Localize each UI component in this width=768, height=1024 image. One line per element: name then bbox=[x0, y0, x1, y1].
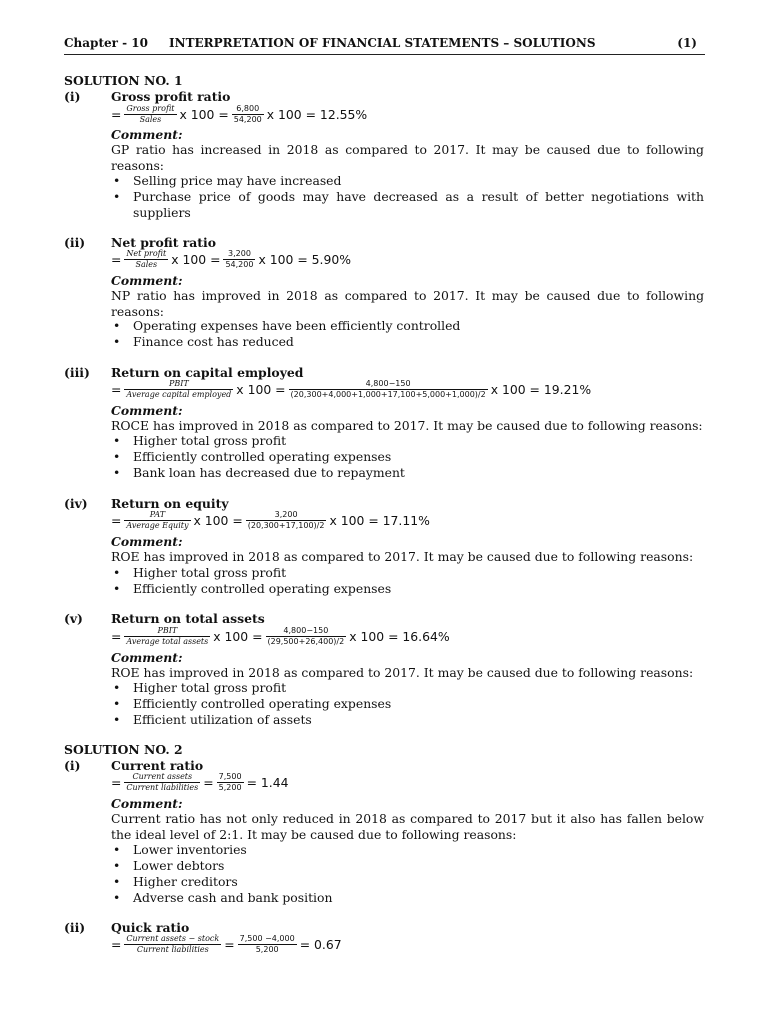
list-item: • Bank loan has decreased due to repayment bbox=[113, 465, 405, 480]
equals-sign: = bbox=[224, 937, 235, 952]
comment-text: GP ratio has increased in 2018 as compared to 2017. It may be caused due to following reasons: bbox=[111, 142, 704, 173]
current-ratio-title: Current ratio bbox=[111, 758, 204, 773]
formula-result: x 100 = 17.11% bbox=[329, 513, 430, 528]
denominator: 5,200 bbox=[218, 783, 242, 792]
formula-result: = 1.44 bbox=[246, 775, 289, 790]
denominator: Current liabilities bbox=[136, 945, 209, 954]
list-item: • Higher total gross profit bbox=[113, 680, 287, 695]
comment-label: Comment: bbox=[111, 403, 183, 418]
chapter-title: INTERPRETATION OF FINANCIAL STATEMENTS – SOLUTIONS bbox=[169, 36, 596, 50]
item-number: (iii) bbox=[64, 365, 90, 380]
item-number: (iv) bbox=[64, 496, 88, 511]
denominator: (20,300+17,100)/2 bbox=[247, 521, 325, 530]
equals-sign: = bbox=[203, 775, 214, 790]
numerator: PAT bbox=[149, 510, 166, 519]
list-item: • Operating expenses have been efficiently controlled bbox=[113, 318, 461, 333]
solution-2-heading: SOLUTION NO. 2 bbox=[64, 742, 183, 757]
formula-result: x 100 = 12.55% bbox=[266, 107, 368, 122]
quick-ratio-formula bbox=[111, 934, 342, 955]
denominator: Current liabilities bbox=[126, 783, 199, 792]
bullet-icon: • bbox=[113, 433, 121, 448]
numerator: Gross profit bbox=[126, 104, 175, 113]
bullet-icon: • bbox=[113, 449, 121, 464]
bullet-icon: • bbox=[113, 173, 121, 188]
list-item: • Efficiently controlled operating expenses bbox=[113, 696, 392, 711]
denominator: 5,200 bbox=[255, 945, 279, 954]
numerator: 4,800−150 bbox=[283, 626, 329, 635]
chapter-label: Chapter - 10 bbox=[64, 36, 148, 50]
page-number: (1) bbox=[677, 36, 697, 50]
gp-ratio-title: Gross profit ratio bbox=[111, 89, 231, 104]
item-number: (i) bbox=[64, 758, 81, 773]
list-item: • Lower inventories bbox=[113, 842, 247, 857]
formula-result: x 100 = 19.21% bbox=[490, 382, 592, 397]
item-number: (i) bbox=[64, 89, 81, 104]
bullet-icon: • bbox=[113, 890, 121, 905]
value-fraction bbox=[289, 379, 488, 400]
formula-fraction bbox=[124, 626, 210, 647]
formula-fraction bbox=[124, 772, 200, 793]
formula-fraction bbox=[124, 379, 233, 400]
bullet-icon: • bbox=[113, 189, 121, 204]
comment-text: ROE has improved in 2018 as compared to 2017. It may be caused due to following reasons: bbox=[111, 665, 694, 680]
denominator: 54,200 bbox=[225, 260, 254, 269]
numerator: 7,500 −4,000 bbox=[239, 934, 295, 943]
current-ratio-formula bbox=[111, 772, 288, 793]
bullet-icon: • bbox=[113, 565, 121, 580]
value-fraction bbox=[266, 626, 347, 647]
bullet-icon: • bbox=[113, 465, 121, 480]
bullet-icon: • bbox=[113, 334, 121, 349]
equals-sign: = bbox=[111, 107, 122, 122]
bullet-icon: • bbox=[113, 842, 121, 857]
denominator: 54,200 bbox=[233, 115, 262, 124]
roe-title: Return on equity bbox=[111, 496, 229, 511]
formula-fraction bbox=[124, 934, 221, 955]
comment-label: Comment: bbox=[111, 273, 183, 288]
formula-result: x 100 = 16.64% bbox=[349, 629, 450, 644]
comment-label: Comment: bbox=[111, 650, 183, 665]
times-100: x 100 = bbox=[193, 513, 243, 528]
numerator: Net profit bbox=[126, 249, 167, 258]
numerator: 3,200 bbox=[228, 249, 251, 258]
formula-result: x 100 = 5.90% bbox=[258, 252, 351, 267]
gp-ratio-formula bbox=[111, 104, 367, 125]
times-100: x 100 = bbox=[236, 382, 286, 397]
bullet-icon: • bbox=[113, 712, 121, 727]
quick-ratio-title: Quick ratio bbox=[111, 920, 190, 935]
list-item: • Higher total gross profit bbox=[113, 433, 287, 448]
formula-fraction bbox=[124, 249, 168, 270]
item-number: (ii) bbox=[64, 920, 86, 935]
equals-sign: = bbox=[111, 629, 122, 644]
value-fraction bbox=[223, 249, 255, 270]
denominator: Average Equity bbox=[126, 521, 189, 530]
denominator: (29,500+26,400)/2 bbox=[267, 637, 345, 646]
numerator: PBIT bbox=[168, 379, 189, 388]
equals-sign: = bbox=[111, 382, 122, 397]
numerator: 7,500 bbox=[218, 772, 242, 781]
equals-sign: = bbox=[111, 252, 122, 267]
rota-title: Return on total assets bbox=[111, 611, 265, 626]
list-item: • Selling price may have increased bbox=[113, 173, 342, 188]
np-ratio-title: Net profit ratio bbox=[111, 235, 216, 250]
list-item: • Adverse cash and bank position bbox=[113, 890, 333, 905]
rota-formula bbox=[111, 626, 450, 647]
value-fraction bbox=[238, 934, 297, 955]
comment-label: Comment: bbox=[111, 127, 183, 142]
list-item: • Purchase price of goods may have decreased as a result of better negotiations with suppliers bbox=[113, 189, 704, 220]
list-item: • Higher total gross profit bbox=[113, 565, 287, 580]
page-header bbox=[64, 36, 705, 55]
numerator: 6,800 bbox=[236, 104, 260, 113]
list-item: • Higher creditors bbox=[113, 874, 238, 889]
denominator: Average total assets bbox=[126, 637, 209, 646]
numerator: 4,800−150 bbox=[365, 379, 411, 388]
comment-text: Current ratio has not only reduced in 2018 as compared to 2017 but it also has fallen below the ideal level of 2:1. It may be caused due to following reasons: bbox=[111, 811, 704, 842]
bullet-icon: • bbox=[113, 696, 121, 711]
denominator: (20,300+4,000+1,000+17,100+5,000+1,000)/2 bbox=[290, 390, 486, 399]
comment-text: ROE has improved in 2018 as compared to 2017. It may be caused due to following reasons: bbox=[111, 549, 694, 564]
list-item: • Lower debtors bbox=[113, 858, 225, 873]
times-100: x 100 = bbox=[213, 629, 263, 644]
numerator: PBIT bbox=[157, 626, 178, 635]
formula-fraction bbox=[124, 104, 176, 125]
denominator: Sales bbox=[135, 260, 158, 269]
list-item: • Efficient utilization of assets bbox=[113, 712, 312, 727]
numerator: Current assets bbox=[132, 772, 193, 781]
item-number: (v) bbox=[64, 611, 83, 626]
times-100: x 100 = bbox=[179, 107, 229, 122]
formula-fraction bbox=[124, 510, 190, 531]
bullet-icon: • bbox=[113, 680, 121, 695]
item-number: (ii) bbox=[64, 235, 86, 250]
comment-label: Comment: bbox=[111, 534, 183, 549]
denominator: Sales bbox=[139, 115, 162, 124]
solution-1-heading: SOLUTION NO. 1 bbox=[64, 73, 183, 88]
value-fraction bbox=[232, 104, 264, 125]
equals-sign: = bbox=[111, 937, 122, 952]
comment-text: NP ratio has improved in 2018 as compared to 2017. It may be caused due to following reasons: bbox=[111, 288, 704, 319]
bullet-icon: • bbox=[113, 858, 121, 873]
value-fraction bbox=[246, 510, 327, 531]
roce-title: Return on capital employed bbox=[111, 365, 304, 380]
list-item: • Finance cost has reduced bbox=[113, 334, 294, 349]
np-ratio-formula bbox=[111, 249, 351, 270]
value-fraction bbox=[217, 772, 244, 793]
times-100: x 100 = bbox=[171, 252, 221, 267]
comment-text: ROCE has improved in 2018 as compared to 2017. It may be caused due to following reasons: bbox=[111, 418, 703, 433]
equals-sign: = bbox=[111, 513, 122, 528]
comment-label: Comment: bbox=[111, 796, 183, 811]
roce-formula bbox=[111, 379, 591, 400]
numerator: 3,200 bbox=[274, 510, 298, 519]
bullet-icon: • bbox=[113, 874, 121, 889]
bullet-icon: • bbox=[113, 581, 121, 596]
list-item: • Efficiently controlled operating expenses bbox=[113, 449, 392, 464]
equals-sign: = bbox=[111, 775, 122, 790]
denominator: Average capital employed bbox=[126, 390, 232, 399]
list-item: • Efficiently controlled operating expenses bbox=[113, 581, 392, 596]
roe-formula bbox=[111, 510, 430, 531]
bullet-icon: • bbox=[113, 318, 121, 333]
formula-result: = 0.67 bbox=[299, 937, 342, 952]
numerator: Current assets − stock bbox=[126, 934, 220, 943]
